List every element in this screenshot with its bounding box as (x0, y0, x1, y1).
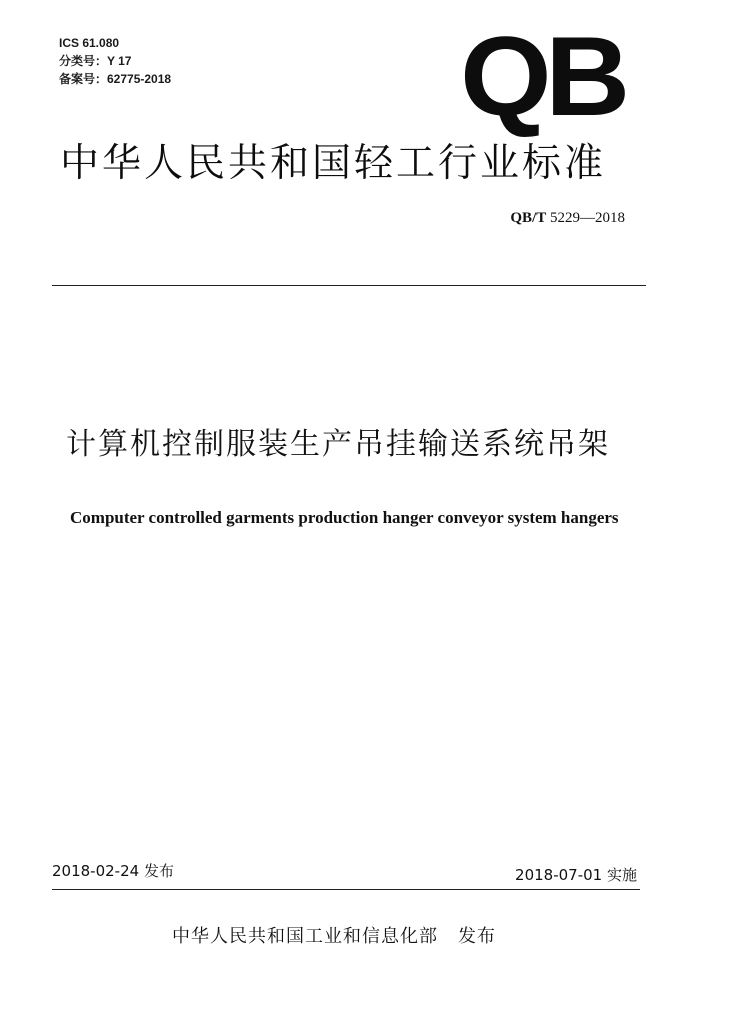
standard-prefix: QB/T (510, 210, 547, 226)
classification-number: 分类号：Y 17 (59, 54, 132, 68)
qb-logo: QB (460, 14, 624, 139)
org-standard-title: 中华人民共和国轻工行业标准 (60, 141, 607, 186)
publisher-action: 发布 (458, 926, 496, 947)
standard-code: 5229—2018 (550, 210, 625, 226)
classification-block (59, 34, 171, 88)
ics-code: ICS 61.080 (59, 36, 120, 50)
implementation-date: 2018-07-01 实施 (515, 866, 637, 884)
bottom-divider (52, 889, 640, 890)
publisher-name: 中华人民共和国工业和信息化部 (172, 926, 438, 947)
record-number: 备案号：62775-2018 (59, 72, 172, 86)
top-divider (52, 285, 646, 286)
document-title-english: Computer controlled garments production hanger conveyor system hangers (70, 508, 619, 527)
issue-date: 2018-02-24 发布 (52, 862, 174, 880)
standard-number (510, 210, 625, 227)
document-title-chinese: 计算机控制服装生产吊挂输送系统吊架 (66, 427, 610, 462)
publisher-line (172, 922, 496, 948)
